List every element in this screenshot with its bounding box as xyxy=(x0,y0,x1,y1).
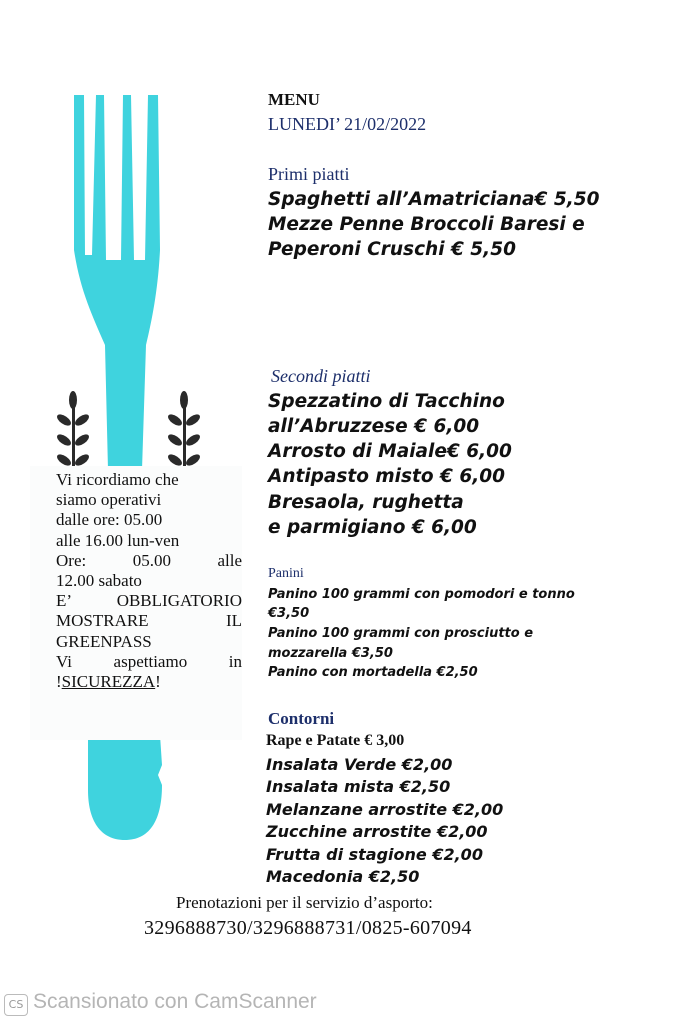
camscanner-logo-icon: CS xyxy=(4,994,28,1016)
menu-item: Macedonia €2,50 xyxy=(266,867,420,886)
menu-date: LUNEDI’ 21/02/2022 xyxy=(268,114,427,134)
opening-hours-notice xyxy=(30,466,242,740)
notice-emphasis: SICUREZZA xyxy=(61,672,156,692)
menu-item: Panino 100 grammi con prosciutto e xyxy=(268,626,534,641)
notice-line: E’ OBBLIGATORIO xyxy=(56,591,242,611)
menu-title: MENU xyxy=(268,90,320,109)
section-heading-panini: Panini xyxy=(268,566,304,581)
section-heading-secondi: Secondi piatti xyxy=(271,366,371,386)
menu-item: e parmigiano € 6,00 xyxy=(268,517,477,538)
notice-line: Ore: 05.00 alle xyxy=(56,550,242,570)
menu-item: Zucchine arrostite €2,00 xyxy=(266,822,488,841)
notice-line: alle 16.00 lun-ven xyxy=(56,530,180,550)
menu-item: Peperoni Cruschi € 5,50 xyxy=(268,239,516,260)
notice-line: Vi ricordiamo che xyxy=(56,470,179,489)
olive-branch-right-icon xyxy=(166,391,202,468)
menu-item: Panino con mortadella €2,50 xyxy=(268,665,478,680)
section-heading-contorni: Contorni xyxy=(268,709,335,728)
menu-item: mozzarella €3,50 xyxy=(268,646,393,661)
section-heading-primi: Primi piatti xyxy=(268,164,350,184)
menu-item: Arrosto di Maiale€ 6,00 xyxy=(268,441,512,462)
notice-line: GREENPASS xyxy=(56,631,152,651)
menu-item: Panino 100 grammi con pomodori e tonno xyxy=(268,587,575,602)
menu-item: Bresaola, rughetta xyxy=(268,492,464,513)
menu-item: Insalata Verde €2,00 xyxy=(266,755,453,774)
menu-item: Frutta di stagione €2,00 xyxy=(266,845,483,864)
menu-item: €3,50 xyxy=(268,606,310,621)
notice-line xyxy=(56,672,242,692)
phone-numbers: 3296888730/3296888731/0825-607094 xyxy=(144,917,472,939)
notice-line: MOSTRARE IL xyxy=(56,611,242,631)
menu-item: Spaghetti all’Amatriciana€ 5,50 xyxy=(268,189,600,210)
notice-line: 12.00 sabato xyxy=(56,571,142,591)
notice-text: ! xyxy=(155,672,161,692)
menu-item: Insalata mista €2,50 xyxy=(266,777,451,796)
notice-line: dalle ore: 05.00 xyxy=(56,510,163,530)
booking-text: Prenotazioni per il servizio d’asporto: xyxy=(176,893,433,912)
menu-item: Mezze Penne Broccoli Baresi e xyxy=(268,214,585,235)
camscanner-watermark: Scansionato con CamScanner xyxy=(33,990,317,1013)
menu-item: Melanzane arrostite €2,00 xyxy=(266,800,504,819)
menu-item: Antipasto misto € 6,00 xyxy=(268,466,505,487)
menu-item: Rape e Patate € 3,00 xyxy=(266,732,405,749)
menu-item: all’Abruzzese € 6,00 xyxy=(268,416,480,437)
olive-branch-left-icon xyxy=(55,391,91,468)
notice-text: ! xyxy=(56,672,62,692)
notice-line: siamo operativi xyxy=(56,490,162,510)
notice-line: Vi aspettiamo in xyxy=(56,651,242,671)
menu-item: Spezzatino di Tacchino xyxy=(268,391,505,412)
